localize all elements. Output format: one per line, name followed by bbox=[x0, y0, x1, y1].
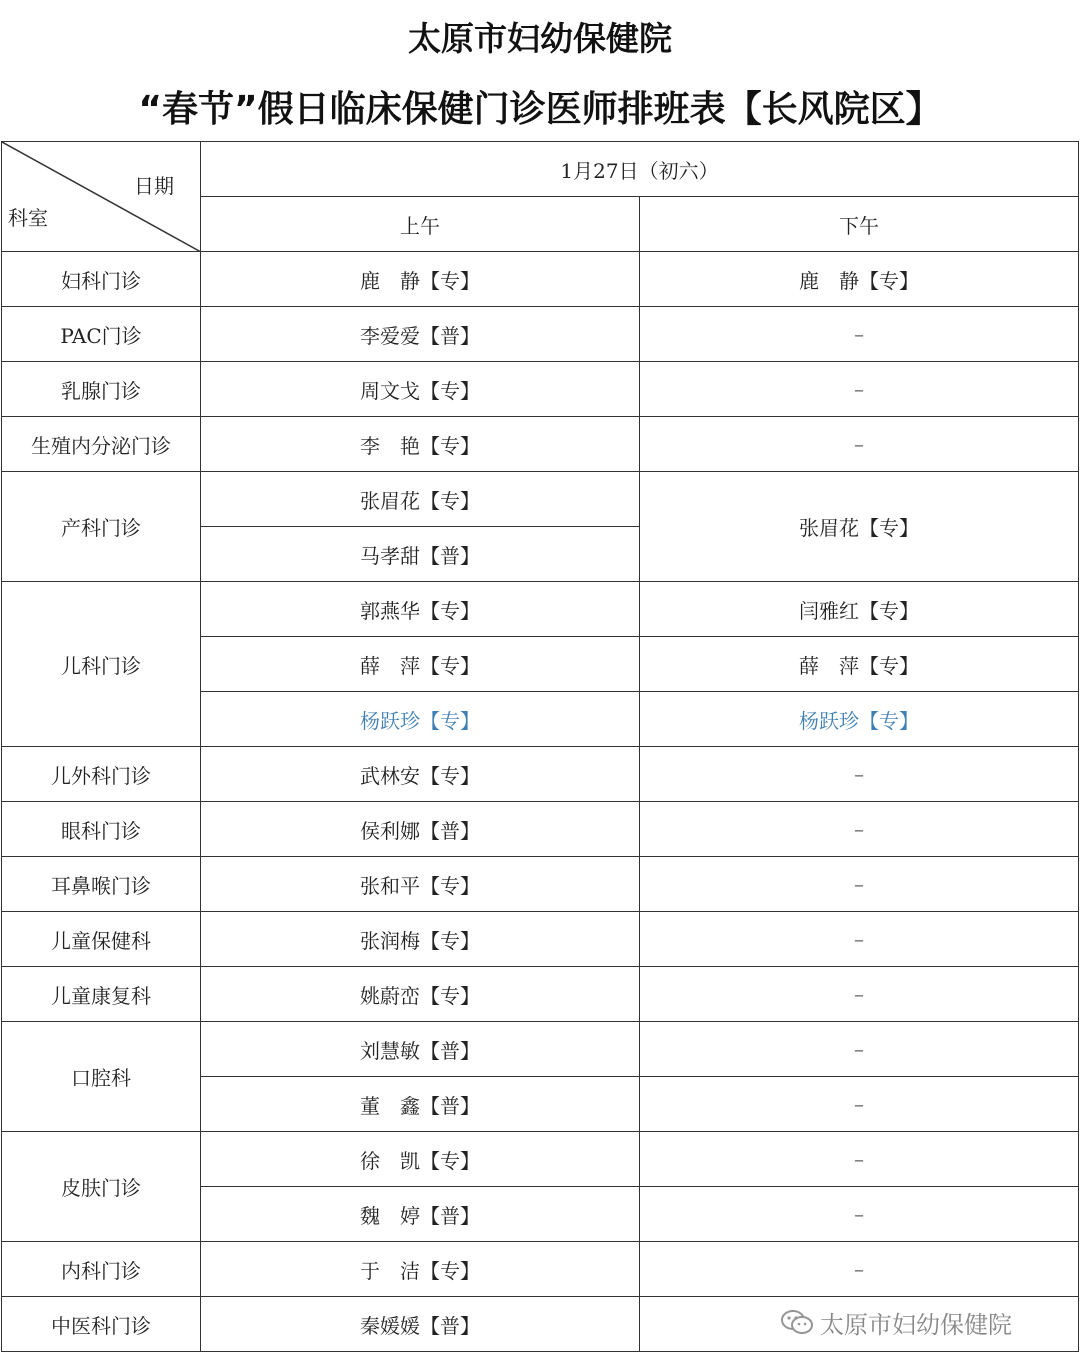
table-row bbox=[2, 747, 1079, 802]
morning-doctor-cell: 武林安【专】 bbox=[201, 747, 640, 802]
morning-doctor-cell: 李 艳【专】 bbox=[201, 417, 640, 472]
watermark-text: 太原市妇幼保健院 bbox=[820, 1310, 1012, 1339]
department-cell: 儿外科门诊 bbox=[2, 747, 201, 802]
department-cell: 皮肤门诊 bbox=[2, 1132, 201, 1242]
department-cell: 眼科门诊 bbox=[2, 802, 201, 857]
corner-cell bbox=[2, 142, 201, 252]
wechat-icon bbox=[780, 1308, 814, 1336]
morning-doctor-cell: 李爱爱【普】 bbox=[201, 307, 640, 362]
header-row-date bbox=[2, 142, 1079, 197]
table-row bbox=[2, 307, 1079, 362]
afternoon-doctor-cell: – bbox=[640, 417, 1079, 472]
afternoon-doctor-cell: – bbox=[640, 802, 1079, 857]
corner-dept-label: 科室 bbox=[8, 206, 48, 230]
table-row bbox=[2, 582, 1079, 637]
afternoon-doctor-cell: – bbox=[640, 1077, 1079, 1132]
afternoon-doctor-cell: 闫雅红【专】 bbox=[640, 582, 1079, 637]
morning-doctor-cell: 姚蔚峦【专】 bbox=[201, 967, 640, 1022]
morning-doctor-cell: 侯利娜【普】 bbox=[201, 802, 640, 857]
morning-doctor-cell: 董 鑫【普】 bbox=[201, 1077, 640, 1132]
department-cell: 内科门诊 bbox=[2, 1242, 201, 1297]
department-cell: 口腔科 bbox=[2, 1022, 201, 1132]
date-header: 1月27日（初六） bbox=[201, 142, 1079, 197]
department-cell: 耳鼻喉门诊 bbox=[2, 857, 201, 912]
morning-doctor-cell: 刘慧敏【普】 bbox=[201, 1022, 640, 1077]
afternoon-doctor-cell: 鹿 静【专】 bbox=[640, 252, 1079, 307]
morning-header: 上午 bbox=[201, 197, 640, 252]
afternoon-doctor-cell: 张眉花【专】 bbox=[640, 472, 1079, 582]
morning-doctor-cell: 秦媛媛【普】 bbox=[201, 1297, 640, 1352]
table-row bbox=[2, 1022, 1079, 1077]
morning-doctor-cell: 薛 萍【专】 bbox=[201, 637, 640, 692]
department-cell: 儿童康复科 bbox=[2, 967, 201, 1022]
afternoon-doctor-cell: 杨跃珍【专】 bbox=[640, 692, 1079, 747]
table-row bbox=[2, 252, 1079, 307]
afternoon-doctor-cell: – bbox=[640, 307, 1079, 362]
department-cell: 儿童保健科 bbox=[2, 912, 201, 967]
department-cell: 生殖内分泌门诊 bbox=[2, 417, 201, 472]
department-cell: 中医科门诊 bbox=[2, 1297, 201, 1352]
schedule-subtitle: “春节”假日临床保健门诊医师排班表【长风院区】 bbox=[138, 89, 942, 130]
table-row bbox=[2, 417, 1079, 472]
watermark bbox=[780, 1302, 1012, 1342]
department-cell: PAC门诊 bbox=[2, 307, 201, 362]
afternoon-doctor-cell: 薛 萍【专】 bbox=[640, 637, 1079, 692]
morning-doctor-cell: 魏 婷【普】 bbox=[201, 1187, 640, 1242]
afternoon-doctor-cell: – bbox=[640, 1132, 1079, 1187]
table-row bbox=[2, 912, 1079, 967]
department-cell: 儿科门诊 bbox=[2, 582, 201, 747]
corner-date-label: 日期 bbox=[134, 174, 174, 198]
afternoon-doctor-cell: – bbox=[640, 1187, 1079, 1242]
hospital-title: 太原市妇幼保健院 bbox=[408, 19, 672, 58]
schedule-table bbox=[1, 141, 1079, 1352]
afternoon-doctor-cell: – bbox=[640, 967, 1079, 1022]
department-cell: 乳腺门诊 bbox=[2, 362, 201, 417]
afternoon-doctor-cell: – bbox=[640, 1022, 1079, 1077]
morning-doctor-cell: 张和平【专】 bbox=[201, 857, 640, 912]
afternoon-header: 下午 bbox=[640, 197, 1079, 252]
department-cell: 产科门诊 bbox=[2, 472, 201, 582]
afternoon-doctor-cell: – bbox=[640, 912, 1079, 967]
department-cell: 妇科门诊 bbox=[2, 252, 201, 307]
table-row bbox=[2, 1242, 1079, 1297]
morning-doctor-cell: 杨跃珍【专】 bbox=[201, 692, 640, 747]
morning-doctor-cell: 张润梅【专】 bbox=[201, 912, 640, 967]
morning-doctor-cell: 鹿 静【专】 bbox=[201, 252, 640, 307]
table-row bbox=[2, 967, 1079, 1022]
table-row bbox=[2, 362, 1079, 417]
morning-doctor-cell: 郭燕华【专】 bbox=[201, 582, 640, 637]
table-row bbox=[2, 802, 1079, 857]
morning-doctor-cell: 徐 凯【专】 bbox=[201, 1132, 640, 1187]
morning-doctor-cell: 马孝甜【普】 bbox=[201, 527, 640, 582]
table-row bbox=[2, 857, 1079, 912]
afternoon-doctor-cell: – bbox=[640, 1242, 1079, 1297]
table-row bbox=[2, 472, 1079, 527]
morning-doctor-cell: 周文戈【专】 bbox=[201, 362, 640, 417]
afternoon-doctor-cell: – bbox=[640, 857, 1079, 912]
morning-doctor-cell: 于 洁【专】 bbox=[201, 1242, 640, 1297]
afternoon-doctor-cell: – bbox=[640, 747, 1079, 802]
afternoon-doctor-cell: – bbox=[640, 362, 1079, 417]
table-row bbox=[2, 1132, 1079, 1187]
morning-doctor-cell: 张眉花【专】 bbox=[201, 472, 640, 527]
